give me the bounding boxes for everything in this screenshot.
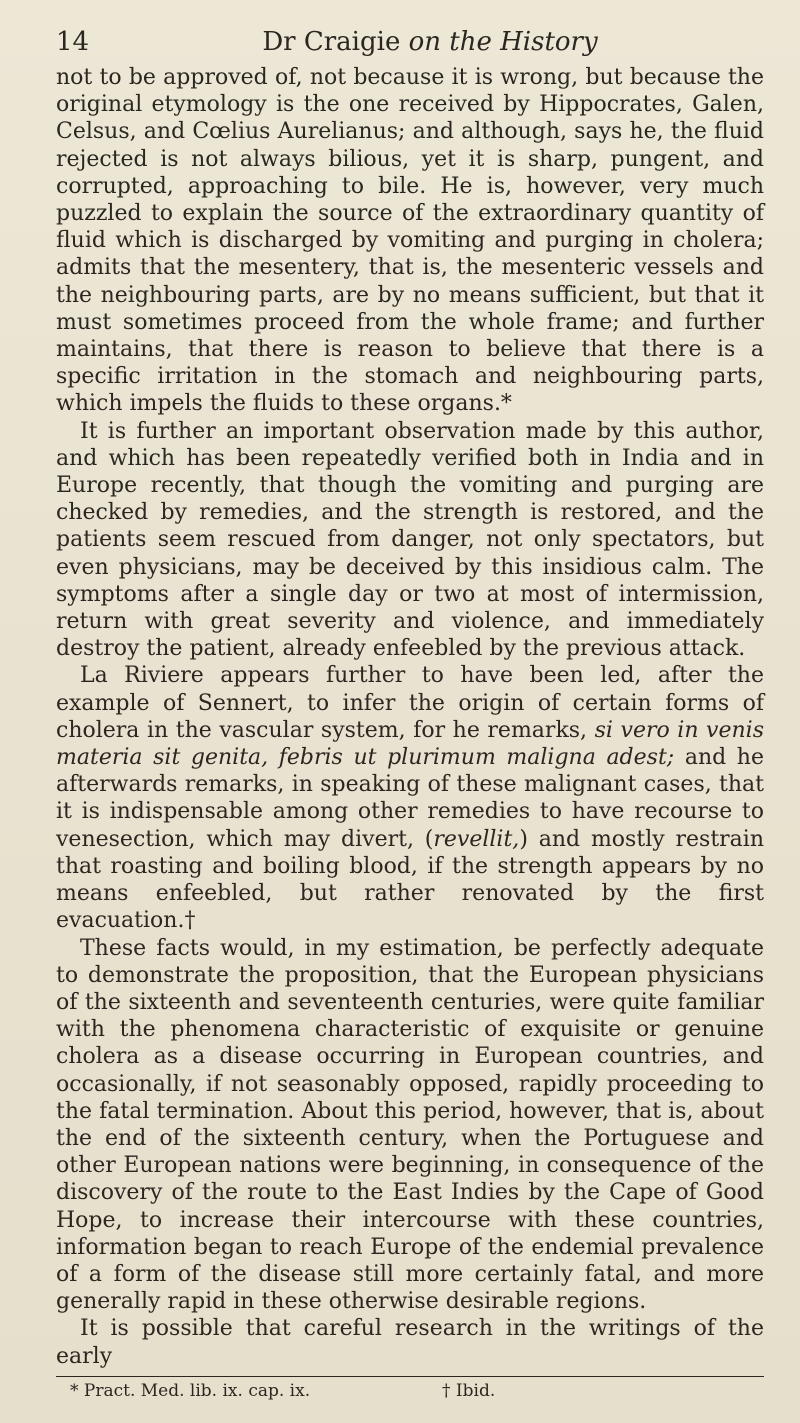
italic-text: si vero in venis materia sit genita, febris ut plurimum maligna adest; (56, 717, 764, 771)
paragraph (56, 662, 764, 934)
running-head-italic: on the History (408, 27, 598, 57)
text-segment: These facts would, in my estimation, be perfectly adequate to demonstrate the proposition, that the European physicians of the sixteenth and seventeenth centuries, were quite familiar with the phenomena characteristic of exquisite or genuine cholera as a disease occurring in European countries, and occasionally, if not seasonably opposed, rapidly proceeding to the fatal termination. About this period, however, that is, about the end of the sixteenth century, when the Portuguese and other European nations were beginning, in consequence of the discovery of the route to the East Indies by the Cape of Good Hope, to increase their intercourse with these countries, information began to reach Europe of the endemial prevalence of a form of the disease still more certainly fatal, and more generally rapid in these otherwise desirable regions. (56, 935, 764, 1315)
italic-text: revellit, (433, 826, 520, 852)
footnotes (56, 1377, 764, 1403)
footnote-1: * Pract. Med. lib. ix. cap. ix. (70, 1380, 311, 1401)
body-text (56, 64, 764, 1370)
text-segment: ) and mostly restrain that roasting and boiling blood, if the strength appears by no means enfeebled, but rather renovated by the first evacuation.† (56, 826, 765, 934)
page-number: 14 (56, 27, 90, 57)
text-segment: It is further an important observation made by this author, and which has been repeatedly verified both in India and in Europe recently, that though the vomiting and purging are checked by remedies, and the strength is restored, and the patients seem rescued from danger, not only spectators, but even physicians, may be deceived by this insidious calm. The symptoms after a single day or two at most of intermission, return with great severity and violence, and immediately destroy the patient, already enfeebled by the previous attack. (56, 418, 764, 662)
running-head-roman: Dr Craigie (262, 27, 409, 57)
paragraph (56, 64, 764, 418)
text-segment: La Riviere appears further to have been led, after the example of Sennert, to infer the origin of certain forms of cholera in the vascular system, for he remarks, (56, 663, 764, 743)
footnote-2: † Ibid. (442, 1380, 496, 1401)
text-segment: and he afterwards remarks, in speaking of these malignant cases, that it is indispensable among other remedies to have recourse to venesection, which may divert, ( (56, 745, 764, 852)
paragraph (56, 1315, 764, 1369)
text-segment: It is possible that careful research in the writings of the early (56, 1316, 764, 1369)
page-header (56, 24, 764, 60)
running-head (56, 24, 764, 60)
paragraph (56, 418, 764, 663)
paragraph (56, 935, 764, 1316)
text-segment: not to be approved of, not because it is wrong, but because the original etymology is the one received by Hippocrates, Galen, Celsus, and Cœlius Aurelianus; and although, says he, the fluid rejected is not always bilious, yet it is sharp, pungent, and corrupted, approaching to bile. He is, however, very much puzzled to explain the source of the extraordinary quantity of fluid which is discharged by vomiting and purging in cholera; admits that the mesentery, that is, the mesenteric vessels and the neighbouring parts, are by no means sufficient, but that it must sometimes proceed from the whole frame; and further maintains, that there is reason to believe that there is a specific irritation in the stomach and neighbouring parts, which impels the fluids to these organs.* (56, 65, 764, 417)
